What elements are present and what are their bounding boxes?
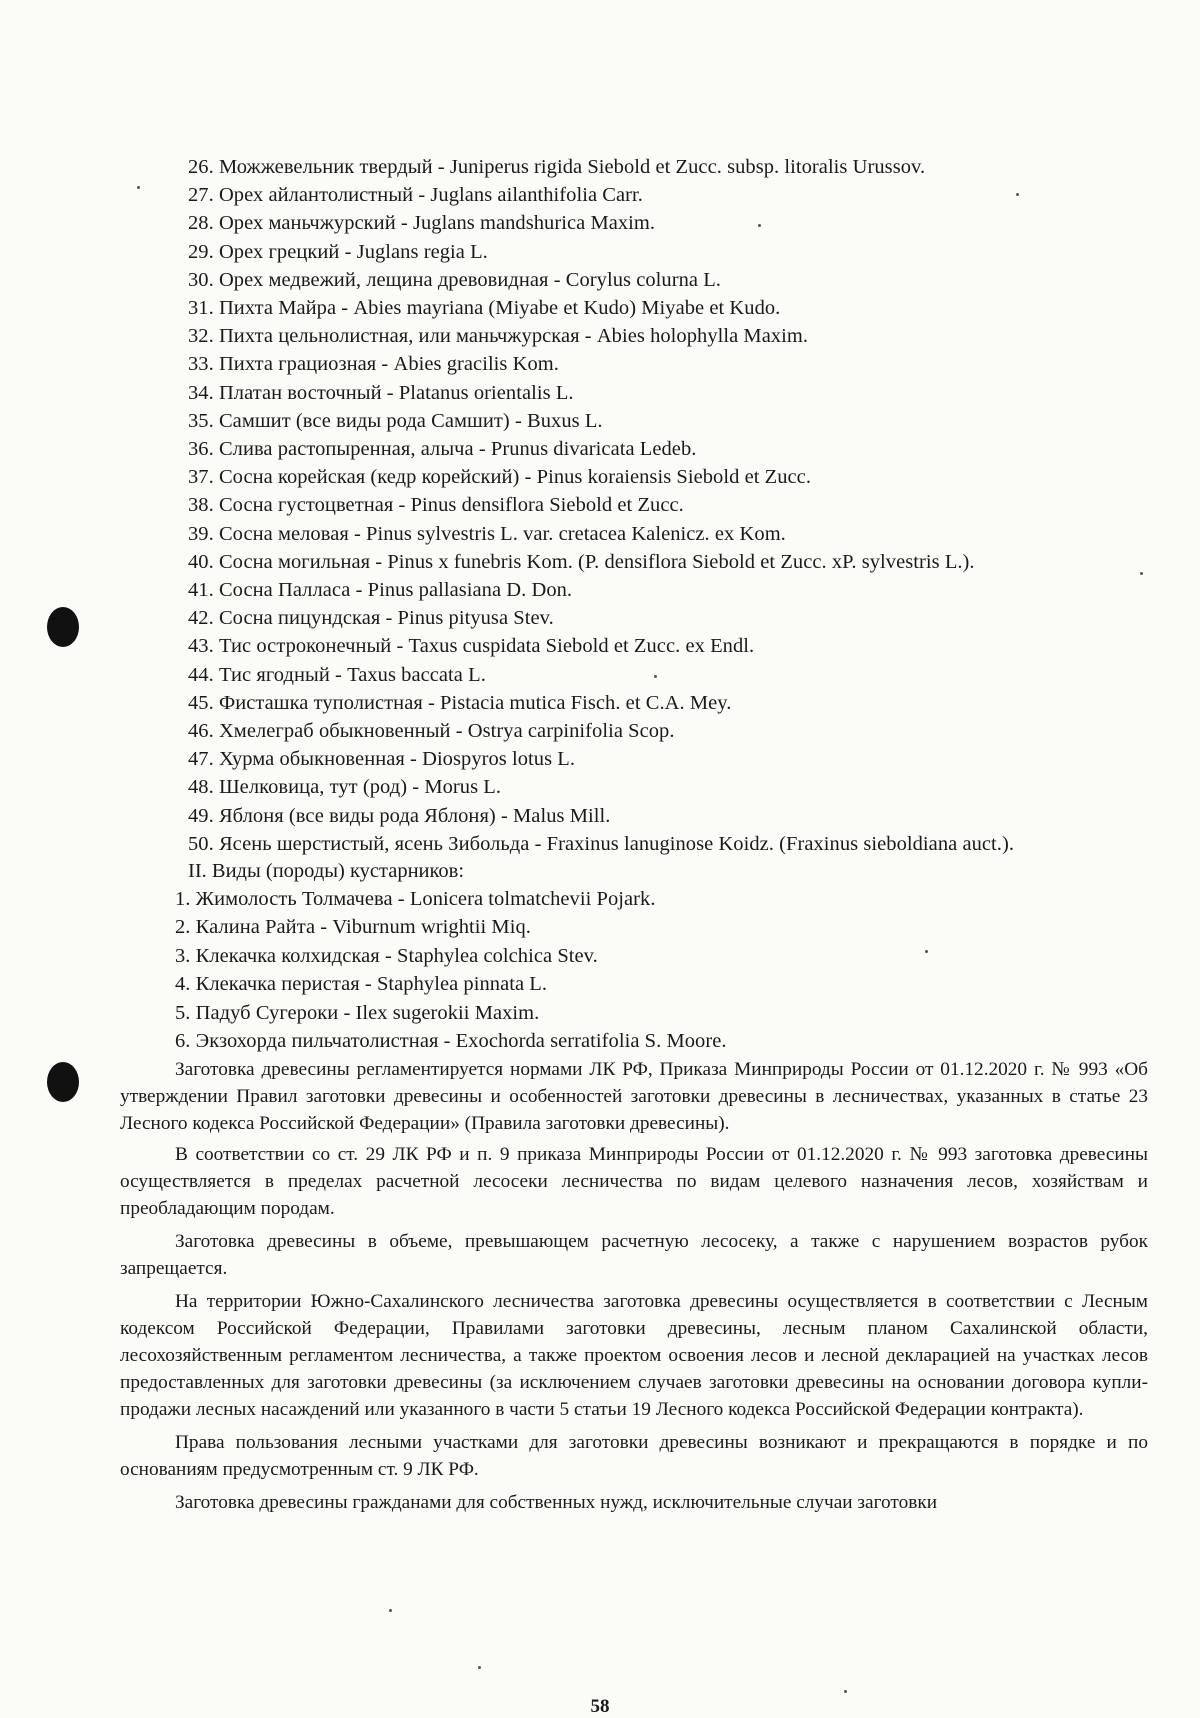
scan-speck (1016, 193, 1019, 196)
list-item: 2. Калина Райта - Viburnum wrightii Miq. (175, 916, 531, 939)
list-item: 30. Орех медвежий, лещина древовидная - Corylus colurna L. (188, 268, 721, 291)
list-item: 46. Хмелеграб обыкновенный - Ostrya carpinifolia Scop. (188, 720, 675, 743)
list-item: 29. Орех грецкий - Juglans regia L. (188, 240, 488, 263)
paragraph: Права пользования лесными участками для заготовки древесины возникают и прекращаются в порядке и по основаниям предусмотренным ст. 9 ЛК РФ. (120, 1432, 1148, 1480)
list-item: 27. Орех айлантолистный - Juglans ailanthifolia Carr. (188, 184, 643, 207)
body-text (120, 1056, 1148, 1522)
list-item: 6. Экзохорда пильчатолистная - Exochorda serratifolia S. Moore. (175, 1030, 727, 1053)
paragraph: На территории Южно-Сахалинского лесничества заготовка древесины осуществляется в соответствии с Лесным кодексом Российской Федерации, Правилами заготовки древесины, лесным планом Сахалинской области, лесохозяйственным регламентом лесничества, а также проектом освоения лесов и лесной декларацией на участках лесов предоставленных для заготовки древесины (за исключением случаев заготовки древесины на основании договора купли-продажи лесных насаждений или указанного в части 5 статьи 19 Лесного кодекса Российской Федерации контракта). (120, 1291, 1148, 1420)
list-item: 39. Сосна меловая - Pinus sylvestris L. var. cretacea Kalenicz. ex Kom. (188, 522, 786, 545)
list-item: 48. Шелковица, тут (род) - Morus L. (188, 776, 502, 799)
list-item: 1. Жимолость Толмачева - Lonicera tolmatchevii Pojark. (175, 888, 656, 910)
list-item: 37. Сосна корейская (кедр корейский) - Pinus koraiensis Siebold et Zucc. (188, 466, 811, 489)
tree-species-list (188, 153, 1168, 858)
list-item: 38. Сосна густоцветная - Pinus densiflora Siebold et Zucc. (188, 494, 684, 517)
list-item: 4. Клекачка перистая - Staphylea pinnata L. (175, 973, 548, 996)
scan-speck (1140, 572, 1143, 575)
shrub-section-heading: II. Виды (породы) кустарников: (188, 860, 465, 882)
list-item: 26. Можжевельник твердый - Juniperus rigida Siebold et Zucc. subsp. litoralis Urussov. (188, 156, 926, 178)
list-item: 42. Сосна пицундская - Pinus pityusa Stev. (188, 607, 554, 630)
list-item: 32. Пихта цельнолистная, или маньчжурская - Abies holophylla Maxim. (188, 325, 809, 348)
binder-hole-mark (47, 1062, 79, 1102)
paragraph: Заготовка древесины регламентируется нормами ЛК РФ, Приказа Минприроды России от 01.12.2020 г. № 993 «Об утверждении Правил заготовки древесины и особенностей заготовки древесины в лесничествах, указанных в статье 23 Лесного кодекса Российской Федерации» (Правила заготовки древесины). (120, 1059, 1148, 1134)
scan-speck (758, 224, 761, 227)
list-item: 47. Хурма обыкновенная - Diospyros lotus L. (188, 748, 576, 771)
paragraph: В соответствии со ст. 29 ЛК РФ и п. 9 приказа Минприроды России от 01.12.2020 г. № 993 заготовка древесины осуществляется в пределах расчетной лесосеки лесничества по видам целевого назначения лесов, хозяйствам и преобладающим породам. (120, 1144, 1148, 1219)
scan-speck (844, 1690, 847, 1693)
list-item: 36. Слива растопыренная, алыча - Prunus divaricata Ledeb. (188, 438, 697, 461)
list-item: 33. Пихта грациозная - Abies gracilis Kom. (188, 353, 559, 376)
list-item: 5. Падуб Сугероки - Ilex sugerokii Maxim. (175, 1001, 540, 1024)
list-item: 3. Клекачка колхидская - Staphylea colchica Stev. (175, 944, 598, 967)
shrub-species-list (175, 885, 1075, 1055)
page-number: 58 (590, 1696, 610, 1717)
list-item: 44. Тис ягодный - Taxus baccata L. (188, 663, 486, 686)
scan-speck (925, 950, 928, 953)
scan-speck (654, 675, 657, 678)
list-item: 34. Платан восточный - Platanus orientalis L. (188, 381, 574, 404)
list-item: 41. Сосна Палласа - Pinus pallasiana D. Don. (188, 579, 573, 602)
list-item: 31. Пихта Майра - Abies mayriana (Miyabe et Kudo) Miyabe et Kudo. (188, 297, 781, 320)
list-item: 28. Орех маньчжурский - Juglans mandshurica Maxim. (188, 212, 656, 235)
list-item: 40. Сосна могильная - Pinus x funebris Kom. (P. densiflora Siebold et Zucc. xP. sylvestris L.). (188, 550, 975, 573)
scan-speck (389, 1609, 392, 1612)
list-item: 35. Самшит (все виды рода Самшит) - Buxus L. (188, 409, 603, 432)
list-item: 45. Фисташка туполистная - Pistacia mutica Fisch. et C.A. Mey. (188, 691, 732, 714)
scan-speck (478, 1666, 481, 1669)
list-item: 50. Ясень шерстистый, ясень Зибольда - Fraxinus lanuginose Koidz. (Fraxinus sieboldiana auct.). (188, 832, 1015, 855)
paragraph: Заготовка древесины в объеме, превышающем расчетную лесосеку, а также с нарушением возрастов рубок запрещается. (120, 1231, 1148, 1279)
scan-speck (137, 186, 140, 189)
list-item: 43. Тис остроконечный - Taxus cuspidata Siebold et Zucc. ex Endl. (188, 635, 755, 658)
paragraph: Заготовка древесины гражданами для собственных нужд, исключительные случаи заготовки (175, 1492, 938, 1513)
binder-hole-mark (47, 607, 79, 647)
list-item: 49. Яблоня (все виды рода Яблоня) - Malus Mill. (188, 804, 611, 827)
